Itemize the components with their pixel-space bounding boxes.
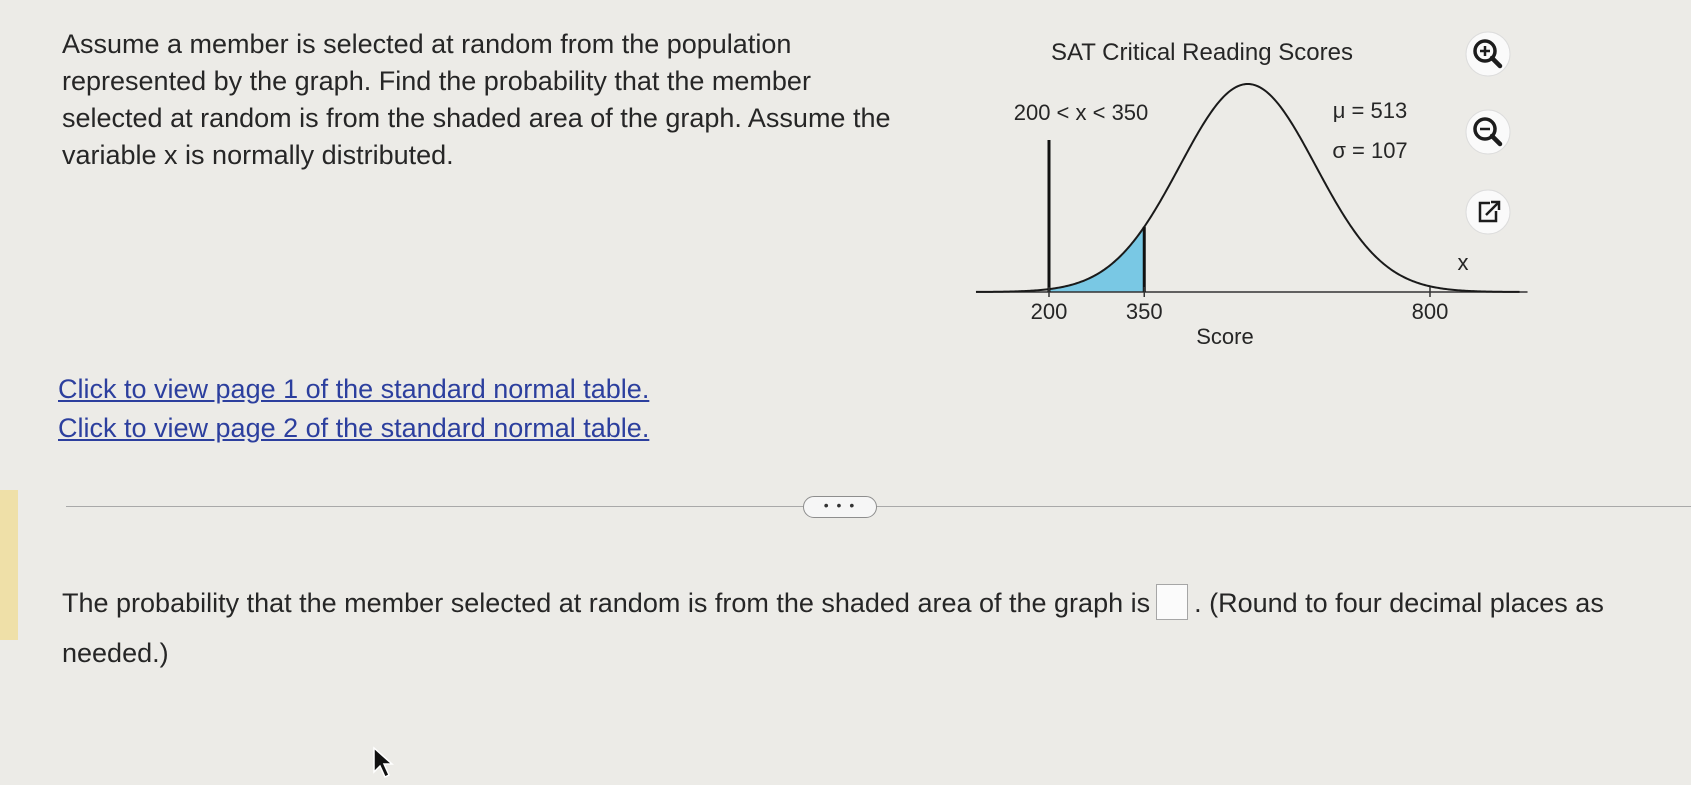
x-tick-label-350: 350 xyxy=(1125,299,1163,324)
link-standard-normal-table-page-1[interactable]: Click to view page 1 of the standard normal table. xyxy=(58,374,650,404)
open-in-new-window-button[interactable] xyxy=(1464,188,1512,241)
question-text: Assume a member is selected at random from the population represented by the graph. Find the probability that the member selected at random is from the shaded area of the graph. Assume the variable x is normally distributed. xyxy=(62,29,891,170)
external-link-icon xyxy=(1464,188,1512,236)
interval-label: 200 < x < 350 xyxy=(1013,100,1149,125)
answer-input[interactable] xyxy=(1156,584,1188,620)
chart-title: SAT Critical Reading Scores xyxy=(1051,39,1353,66)
mouse-cursor-icon xyxy=(372,746,398,780)
sd-label: σ = 107 xyxy=(1332,138,1408,163)
zoom-in-button[interactable] xyxy=(1464,30,1512,83)
table-links xyxy=(58,370,649,448)
x-tick-label-200: 200 xyxy=(1030,299,1068,324)
link-standard-normal-table-page-2[interactable]: Click to view page 2 of the standard normal table. xyxy=(58,413,650,443)
mean-label: μ = 513 xyxy=(1332,98,1408,123)
zoom-in-icon xyxy=(1464,30,1512,78)
x-axis-variable: x xyxy=(1457,250,1469,275)
answer-rounding-note: . (Round to four decimal places as needed.) xyxy=(62,588,1604,668)
zoom-out-icon xyxy=(1464,108,1512,156)
section-divider xyxy=(66,506,1691,507)
answer-prompt-text: The probability that the member selected at random is from the shaded area of the graph is xyxy=(62,588,1151,618)
shaded-area xyxy=(1049,227,1144,292)
zoom-out-button[interactable] xyxy=(1464,108,1512,161)
x-axis-label: Score xyxy=(1196,324,1254,349)
answer-statement xyxy=(62,578,1672,678)
x-tick-label-800: 800 xyxy=(1411,299,1449,324)
expand-divider-button[interactable]: • • • xyxy=(803,496,877,518)
